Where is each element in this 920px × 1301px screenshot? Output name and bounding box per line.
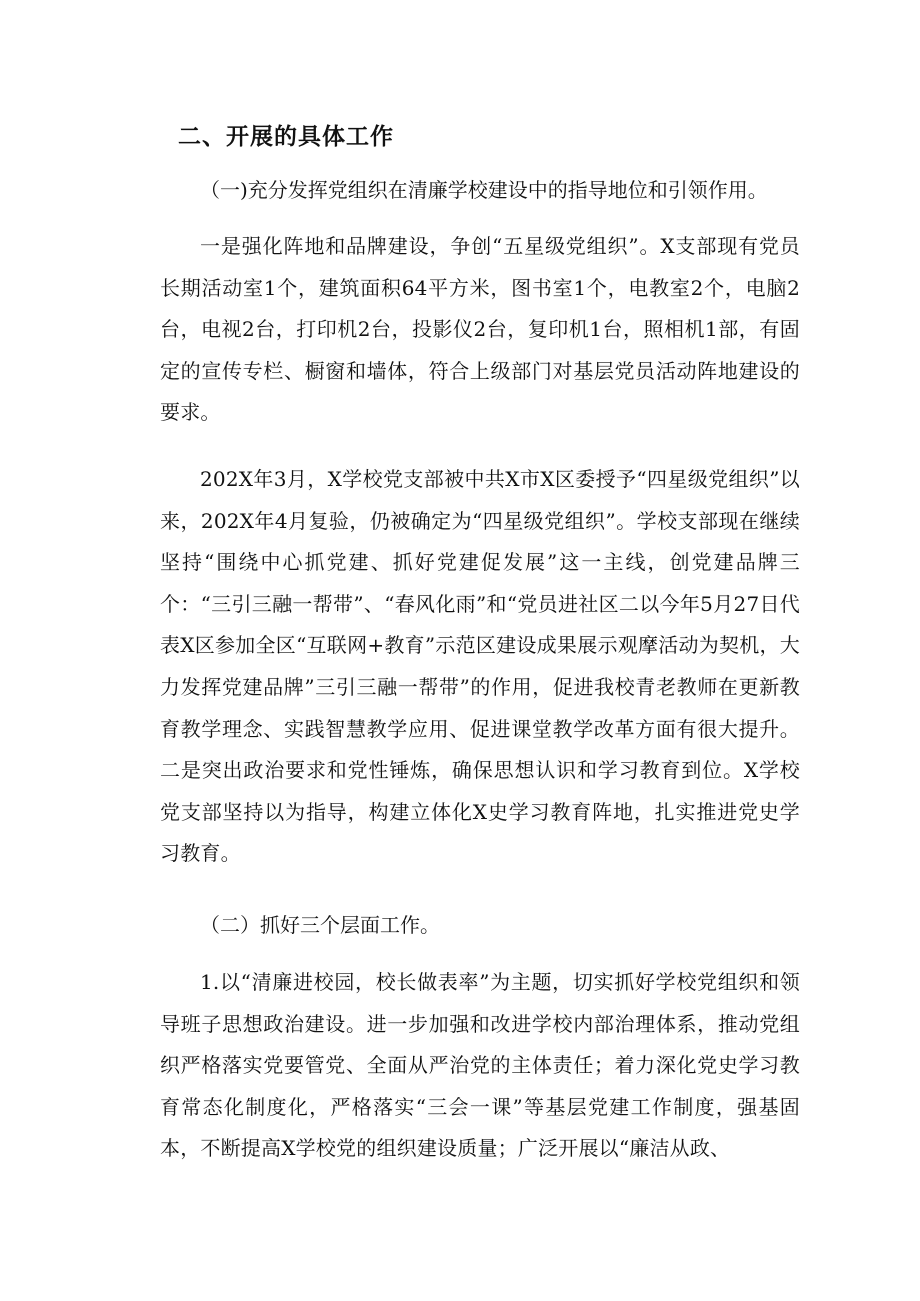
paragraph-3: 1.以“清廉进校园，校长做表率”为主题，切实抓好学校党组织和领导班子思想政治建设。进一步加强和改进学校内部治理体系，推动党组织严格落实党要管党、全面从严治党的主体责任；着力深化党史学习教育常态化制度化，严格落实“三会一课”等基层党建工作制度，强基固本，不断提高X学校党的组织建设质量；广泛开展以“廉洁从政、 bbox=[160, 970, 800, 1161]
subsection-title-1: （一)充分发挥党组织在清廉学校建设中的指导地位和引领作用。 bbox=[200, 178, 768, 202]
subsection-title-2: （二）抓好三个层面工作。 bbox=[200, 913, 440, 937]
paragraph-2: 202X年3月，X学校党支部被中共X市X区委授予“四星级党组织”以来，202X年4月复验，仍被确定为“四星级党组织”。学校支部现在继续坚持“围绕中心抓党建、抓好党建促发展”这一主线，创党建品牌三个：“三引三融一帮带”、“春风化雨”和“党员进社区二以今年5月27日代表X区参加全区“互联网+教育”示范区建设成果展示观摩活动为契机，大力发挥党建品牌”三引三融一帮带”的作用，促进我校青老教师在更新教育教学理念、实践智慧教学应用、促进课堂教学改革方面有很大提升。二是突出政治要求和党性锤炼，确保思想认识和学习教育到位。X学校党支部坚持以为指导，构建立体化X史学习教育阵地，扎实推进党史学习教育。 bbox=[160, 467, 800, 866]
section-heading: 二、开展的具体工作 bbox=[178, 124, 394, 150]
paragraph-1: 一是强化阵地和品牌建设，争创“五星级党组织”。X支部现有党员长期活动室1个，建筑面积64平方米，图书室1个，电教室2个，电脑2台，电视2台，打印机2台，投影仪2台，复印机1台，照相机1部，有固定的宣传专栏、橱窗和墙体，符合上级部门对基层党员活动阵地建设的要求。 bbox=[160, 234, 800, 425]
